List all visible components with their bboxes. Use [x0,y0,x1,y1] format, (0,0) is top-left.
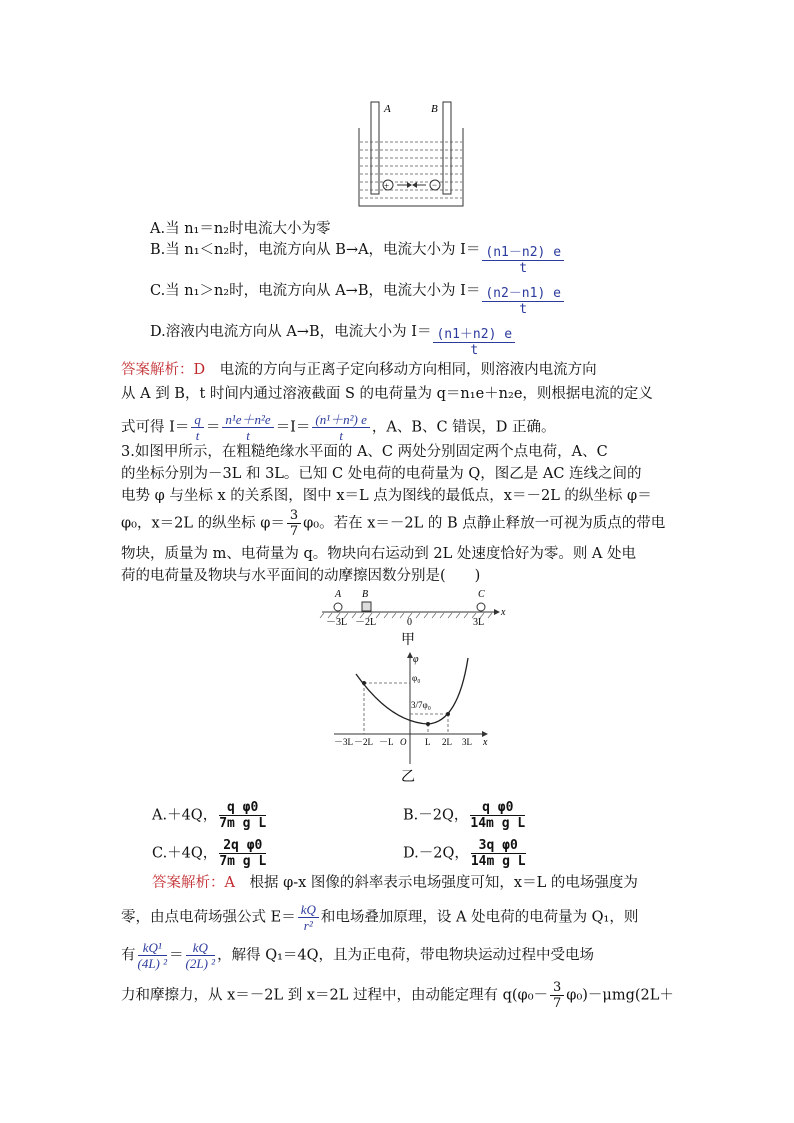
electrode-a-label: A [384,103,391,115]
answer-label: 答案解析：A [152,875,235,891]
option-d: D.溶液内电流方向从 A→B，电流大小为 I＝ $\frac{(n1+n2) e}{t}$ [150,322,517,358]
answer-q2-line1: 答案解析：D 电流的方向与正离子定向移动方向相同，则溶液内电流方向 [121,362,597,378]
question3-line5: 物块，质量为 m、电荷量为 q。物块向右运动到 2L 处速度恰好为零。则 A 处电 [121,546,637,562]
jia-axis-x: x [501,607,506,618]
answer-q2-line3: 式可得 I＝ $\frac{q}{t}$ ＝ $\frac{\text{n¹e＋n²e}}{t}$ ＝I＝ $\frac{\text{(n¹＋n²) e}}{t}$ ，A、B、C 错误，D 正确。 [121,412,556,443]
q3-option-a: A.＋4Q， $\frac{\text{q φ0}}{\text{7m g L}}$ [152,800,267,831]
yi-tick: 2L [442,737,452,747]
yi-tick: 3L [462,737,472,747]
question3-line4: φ₀，x＝2L 的纵坐标 φ＝ $\frac{3}{7}$ φ₀。若在 x＝－2L 的 B 点静止释放一可视为质点的带电 [121,508,666,539]
yi-tick: －L [379,737,394,747]
answer-q3-line2: 零，由点电荷场强公式 E＝ $\frac{kQ}{\text{r²}}$ 和电场叠加原理，设 A 处电荷的电荷量为 Q₁，则 [121,902,639,933]
svg-text:−: − [432,180,438,190]
answer-q3-line4: 力和摩擦力，从 x＝－2L 到 x＝2L 过程中，由动能定理有 q(φ₀－ $\frac{3}{7}$ φ₀)－μmg(2L＋ [121,980,674,1011]
electrode-b-label: B [431,103,438,115]
question3-line2: 的坐标分别为－3L 和 3L。已知 C 处电荷的电荷量为 Q，图乙是 AC 连线之间的 [121,466,642,482]
option-c: C.当 n₁＞n₂时，电流方向从 A→B，电流大小为 I＝ $\frac{(n2-n1) e}{t}$ [150,281,566,317]
jia-tick: 0 [407,617,412,628]
answer-q3-line3: 有 $\frac{\text{kQ¹}}{\text{(4L) ²}}$ ＝ $\frac{kQ}{\text{(2L) ²}}$ ，解得 Q₁＝4Q，且为正电荷，带电物块运动过程中受电场 [121,940,595,971]
jia-tick: －2L [355,617,377,628]
question3-line6: 荷的电荷量及物块与水平面间的动摩擦因数分别是( ) [121,568,481,584]
figure-yi [330,650,500,788]
yi-tick: －2L [354,737,373,747]
svg-text:+: + [384,181,390,191]
answer-q2-line2: 从 A 到 B，t 时间内通过溶液截面 S 的电荷量为 q＝n₁e＋n₂e，则根据电流的定义 [121,386,653,402]
yi-phi0-label: φ₀ [412,673,421,683]
q3-option-c: C.＋4Q， $\frac{\text{2q φ0}}{\text{7m g L}}$ [152,838,267,869]
yi-caption: 乙 [401,770,415,785]
option-b: B.当 n₁＜n₂时，电流方向从 B→A，电流大小为 I＝ $\frac{(n1-n2) e}{t}$ [150,240,566,276]
jia-label-a: A [335,589,342,600]
jia-label-c: C [478,589,485,600]
q3-option-d: D.－2Q， $\frac{\text{3q φ0}}{\text{14m g L}}$ [403,838,526,869]
jia-label-b: B [362,589,369,600]
question3-line3: 电势 φ 与坐标 x 的关系图，图中 x＝L 点为图线的最低点，x＝－2L 的纵坐标 φ＝ [121,488,652,504]
option-a: A.当 n₁＝n₂时电流大小为零 [150,221,331,237]
figure-jia [318,588,508,646]
q3-option-b: B.－2Q， $\frac{\text{q φ0}}{\text{14m g L}}$ [403,800,526,831]
jia-tick: 3L [473,617,485,628]
yi-axis-x: x [483,737,488,748]
yi-tick: －3L [334,737,353,747]
yi-axis-y: φ [413,654,419,665]
jia-tick: －3L [326,617,348,628]
electrolytic-cell-figure [355,98,467,210]
yi-tick: L [425,737,431,747]
yi-phi37-label: 3/7φ₀ [411,700,431,710]
answer-label: 答案解析：D [121,362,206,378]
answer-q3-line1: 答案解析：A 根据 φ-x 图像的斜率表示电场强度可知，x＝L 的电场强度为 [152,875,638,891]
jia-caption: 甲 [401,633,415,646]
question3-line1: 3.如图甲所示，在粗糙绝缘水平面的 A、C 两处分别固定两个点电荷，A、C [121,444,608,460]
yi-origin: O [400,737,407,747]
